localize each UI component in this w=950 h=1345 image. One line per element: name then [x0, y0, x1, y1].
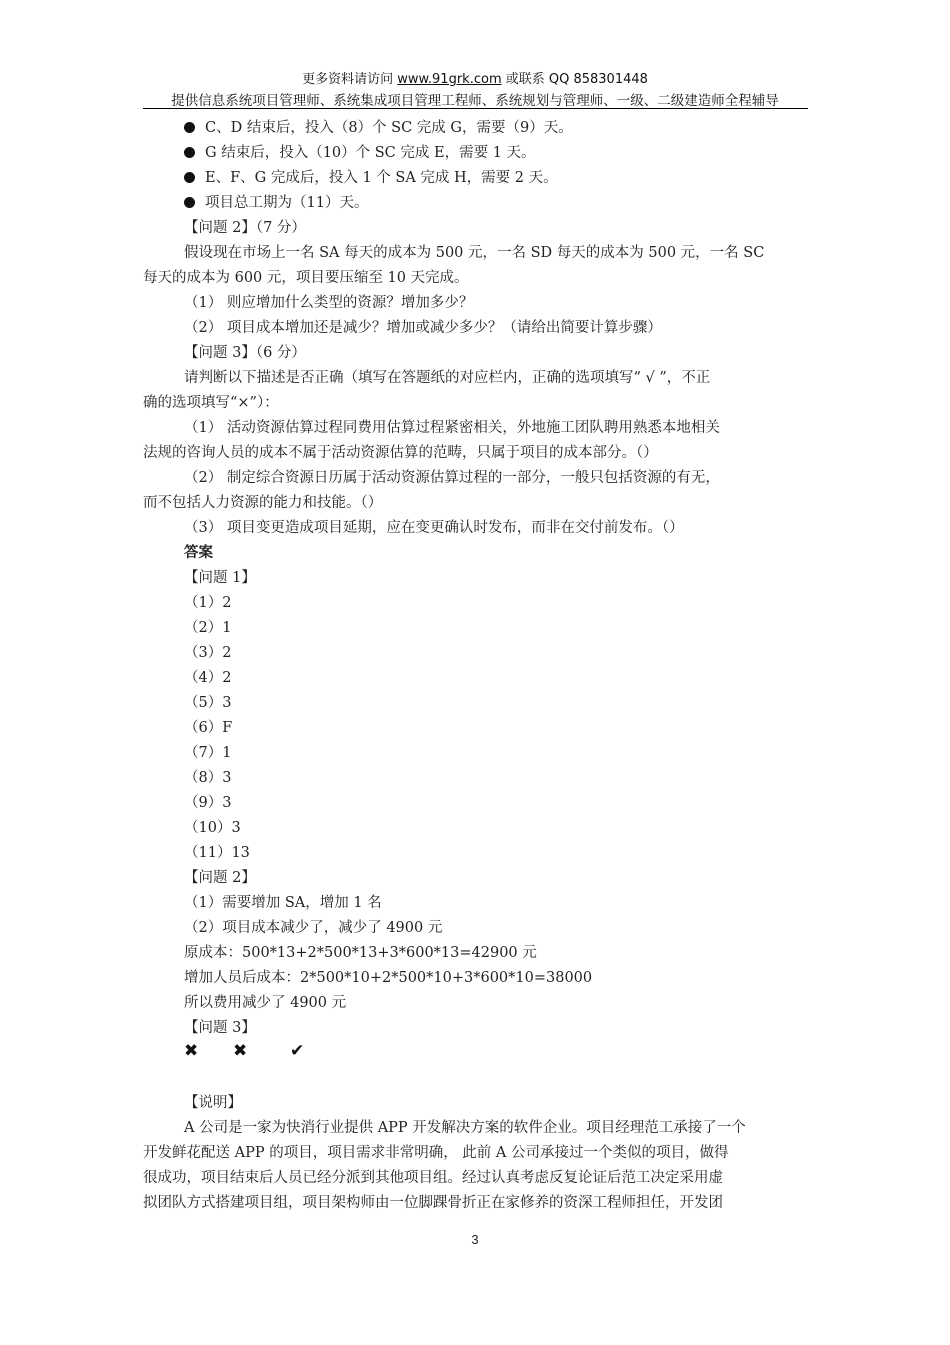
header-link[interactable]: www.91grk.com: [397, 72, 502, 87]
answer-item: （3）2: [184, 645, 232, 661]
question-3-intro: 确的选项填写“×”）：: [143, 395, 279, 411]
answer-item: （1）2: [184, 595, 232, 611]
explain-line: 很成功，项目结束后人员已经分派到其他项目组。经过认真考虑反复论证后范工决定采用虚: [143, 1170, 723, 1186]
question-3-intro: 请判断以下描述是否正确（填写在答题纸的对应栏内，正确的选项填写“ √ ”，不正: [184, 370, 711, 386]
answer-item: （6）F: [184, 720, 233, 736]
answer-item: （8）3: [184, 770, 232, 786]
header-text: 更多资料请访问: [302, 72, 398, 87]
question-3-statement: 而不包括人力资源的能力和技能。（）: [143, 495, 383, 511]
question-2-title: 【问题 2】（7 分）: [184, 220, 306, 236]
bullet-item: G 结束后，投入（10）个 SC 完成 E，需要 1 天。: [184, 143, 536, 163]
bullet-dot-icon: [184, 197, 195, 208]
bullet-dot-icon: [184, 147, 195, 158]
answer-q2-line: （2）项目成本减少了，减少了 4900 元: [184, 920, 443, 936]
bullet-item: 项目总工期为（11）天。: [184, 193, 368, 213]
answer-q2-title: 【问题 2】: [184, 870, 256, 886]
answer-item: （4）2: [184, 670, 232, 686]
header-qq: 或联系 QQ 858301448: [501, 72, 648, 87]
question-3-title: 【问题 3】（6 分）: [184, 345, 306, 361]
explain-line: 开发鲜花配送 APP 的项目，项目需求非常明确， 此前 A 公司承接过一个类似的项目，做得: [143, 1145, 729, 1161]
bullet-dot-icon: [184, 172, 195, 183]
bullet-item: E、F、G 完成后，投入 1 个 SA 完成 H，需要 2 天。: [184, 168, 558, 188]
answer-item: （7）1: [184, 745, 232, 761]
question-3-statement: （2） 制定综合资源日历属于活动资源估算过程的一部分，一般只包括资源的有无，: [184, 470, 720, 486]
answer-q2-line: （1）需要增加 SA，增加 1 名: [184, 895, 382, 911]
explain-title: 【说明】: [184, 1095, 242, 1111]
explain-line: 拟团队方式搭建项目组，项目架构师由一位脚踝骨折正在家修养的资深工程师担任，开发团: [143, 1195, 723, 1211]
answer-item: （9）3: [184, 795, 232, 811]
header-contact: [0, 68, 950, 87]
explain-line: A 公司是一家为快消行业提供 APP 开发解决方案的软件企业。项目经理范工承接了一个: [184, 1120, 746, 1136]
cross-mark-icon: ✖: [184, 1041, 199, 1061]
bullet-item: C、D 结束后，投入（8）个 SC 完成 G，需要（9）天。: [184, 118, 573, 138]
header-divider: [143, 108, 808, 109]
answer-title: 答案: [184, 545, 213, 561]
answer-item: （11）13: [184, 845, 250, 861]
question-2-para: 每天的成本为 600 元，项目要压缩至 10 天完成。: [143, 270, 469, 286]
answer-q2-line: 原成本：500*13+2*500*13+3*600*13=42900 元: [184, 945, 537, 961]
answer-q2-line: 增加人员后成本：2*500*10+2*500*10+3*600*10=38000: [184, 970, 593, 986]
question-2-item: （1） 则应增加什么类型的资源？增加多少？: [184, 295, 474, 311]
cross-mark-icon: ✖: [233, 1041, 248, 1061]
answer-q2-line: 所以费用减少了 4900 元: [184, 995, 347, 1011]
question-2-item: （2） 项目成本增加还是减少？增加或减少多少？（请给出简要计算步骤）: [184, 320, 662, 336]
question-3-statement: （3） 项目变更造成项目延期，应在变更确认时发布，而非在交付前发布。（）: [184, 520, 684, 536]
question-3-statement: 法规的咨询人员的成本不属于活动资源估算的范畴，只属于项目的成本部分。（）: [143, 445, 658, 461]
question-3-statement: （1） 活动资源估算过程同费用估算过程紧密相关，外地施工团队聘用熟悉本地相关: [184, 420, 720, 436]
answer-item: （2）1: [184, 620, 232, 636]
answer-q1-title: 【问题 1】: [184, 570, 256, 586]
answer-item: （5）3: [184, 695, 232, 711]
header-subtitle: 提供信息系统项目管理师、系统集成项目管理工程师、系统规划与管理师、一级、二级建造师全程辅导: [171, 93, 779, 109]
answer-item: （10）3: [184, 820, 241, 836]
question-2-para: 假设现在市场上一名 SA 每天的成本为 500 元，一名 SD 每天的成本为 500 元，一名 SC: [184, 245, 765, 261]
bullet-dot-icon: [184, 122, 195, 133]
check-mark-icon: ✔: [290, 1041, 305, 1061]
page-number: 3: [471, 1232, 479, 1247]
answer-q3-title: 【问题 3】: [184, 1020, 256, 1036]
